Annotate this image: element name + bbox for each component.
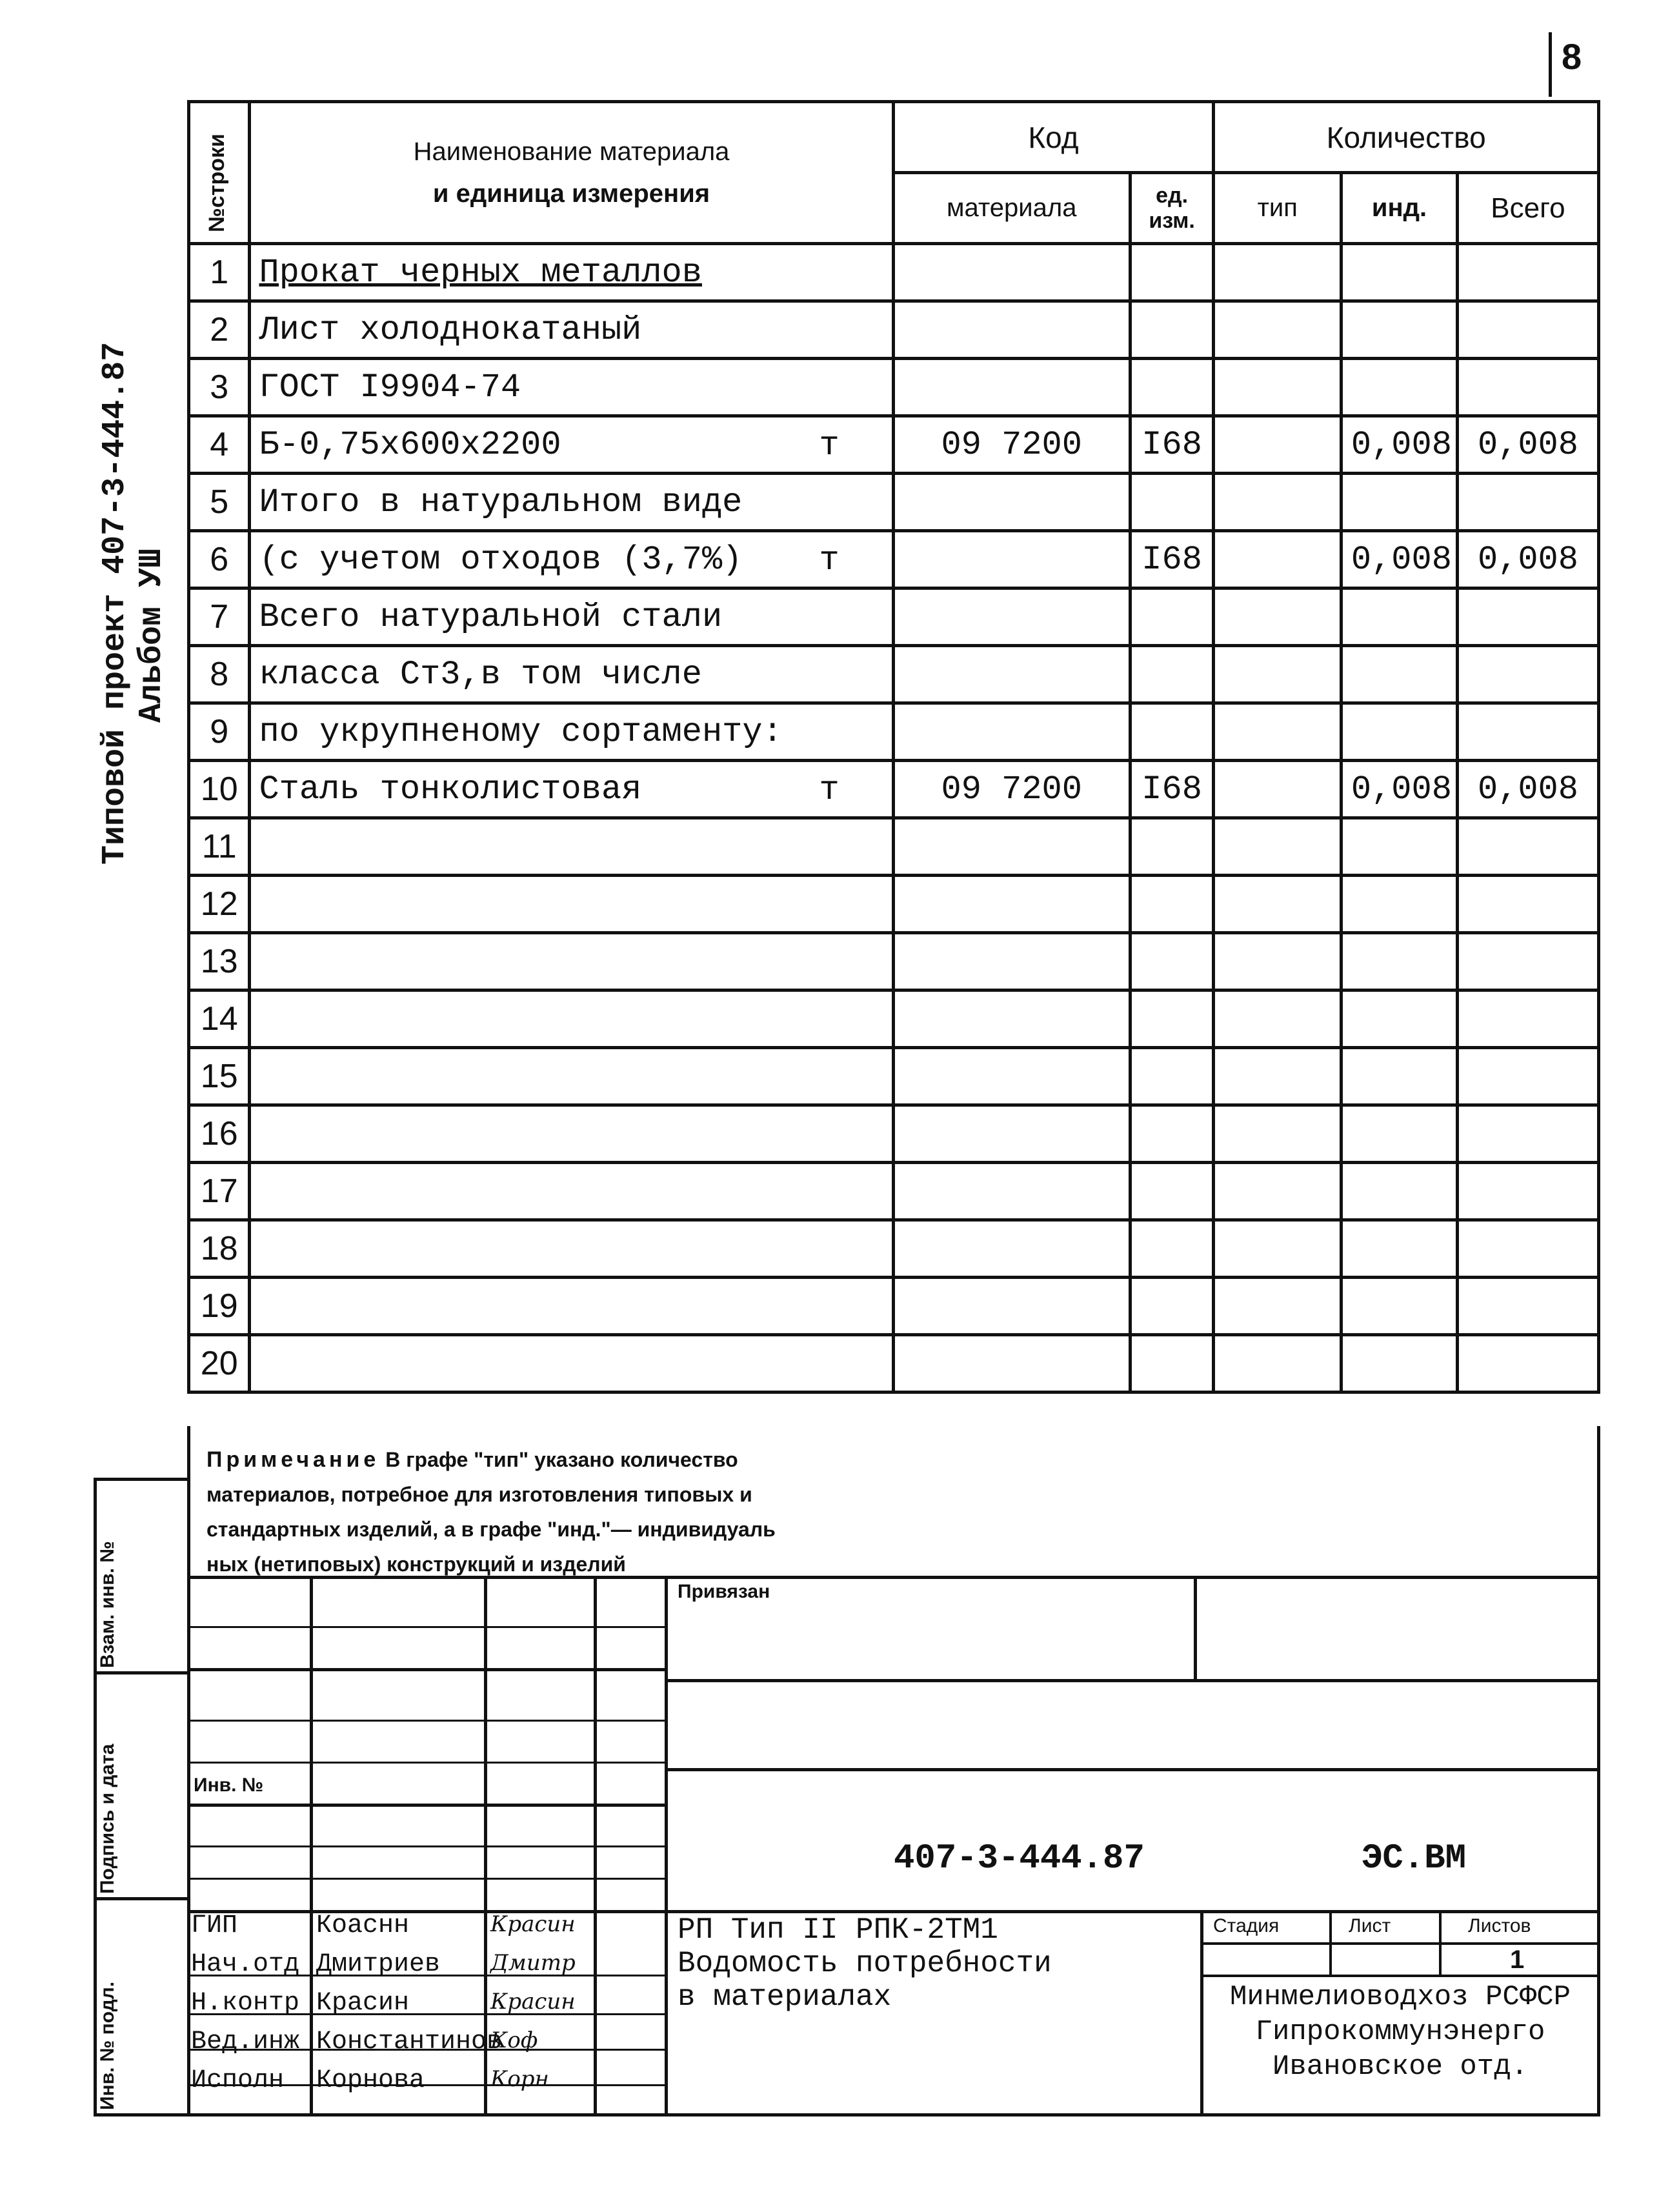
row-number: 1 <box>189 244 250 301</box>
material-code <box>893 1220 1130 1278</box>
qty-ind <box>1342 646 1458 703</box>
qty-total <box>1457 244 1598 301</box>
qty-ind: 0,008 <box>1342 761 1458 818</box>
qty-total: 0,008 <box>1457 416 1598 474</box>
qty-typ <box>1214 1278 1342 1335</box>
qty-typ <box>1214 818 1342 876</box>
qty-total <box>1457 818 1598 876</box>
material-code <box>893 818 1130 876</box>
signer-name: Константинов <box>316 2027 503 2056</box>
side-label-vzam: Взам. инв. № <box>97 1541 118 1668</box>
header-total: Всего <box>1457 173 1598 244</box>
signer-signature: Дмитр <box>490 1950 576 1976</box>
qty-total <box>1457 359 1598 416</box>
row-number: 15 <box>189 1048 250 1105</box>
qty-ind <box>1342 933 1458 990</box>
unit-mark: т <box>819 427 840 465</box>
sheets-label: Листов <box>1468 1915 1531 1936</box>
material-name <box>250 1220 893 1278</box>
unit-code <box>1130 474 1213 531</box>
material-code <box>893 1278 1130 1335</box>
material-code <box>893 1163 1130 1220</box>
table-row <box>189 1105 1599 1163</box>
unit-code: I68 <box>1130 531 1213 588</box>
unit-code <box>1130 1105 1213 1163</box>
qty-total <box>1457 1163 1598 1220</box>
page-number-divider <box>1549 32 1552 97</box>
material-name <box>250 703 893 761</box>
qty-ind <box>1342 990 1458 1048</box>
stage-label: Стадия <box>1213 1915 1280 1936</box>
unit-code: I68 <box>1130 416 1213 474</box>
unit-code <box>1130 646 1213 703</box>
privyazan-label: Привязан <box>678 1581 770 1602</box>
organization <box>1207 1980 1594 2084</box>
material-code <box>893 244 1130 301</box>
row-number: 11 <box>189 818 250 876</box>
qty-ind <box>1342 1048 1458 1105</box>
material-code <box>893 933 1130 990</box>
unit-code <box>1130 933 1213 990</box>
qty-total <box>1457 646 1598 703</box>
qty-total: 0,008 <box>1457 761 1598 818</box>
row-number: 20 <box>189 1335 250 1393</box>
row-number: 2 <box>189 301 250 359</box>
note-title: Примечание <box>206 1447 380 1472</box>
material-code <box>893 1335 1130 1393</box>
signer-role: ГИП <box>191 1911 238 1940</box>
qty-total <box>1457 933 1598 990</box>
material-name-text: ГОСТ I9904-74 <box>259 368 521 407</box>
qty-total <box>1457 1048 1598 1105</box>
inv-no-label: Инв. № <box>194 1775 264 1796</box>
header-material: материала <box>893 173 1130 244</box>
header-unit: ед. изм. <box>1130 173 1213 244</box>
org-line1: Минмелиоводхоз РСФСР <box>1229 1981 1571 2013</box>
material-name <box>250 359 893 416</box>
qty-ind <box>1342 1278 1458 1335</box>
qty-typ <box>1214 876 1342 933</box>
qty-typ <box>1214 1220 1342 1278</box>
row-number: 7 <box>189 588 250 646</box>
qty-total <box>1457 301 1598 359</box>
unit-code <box>1130 1278 1213 1335</box>
table-row <box>189 1335 1599 1393</box>
row-number: 4 <box>189 416 250 474</box>
qty-total: 0,008 <box>1457 531 1598 588</box>
material-name <box>250 1163 893 1220</box>
signer-signature: Коф <box>490 2027 538 2053</box>
material-name <box>250 416 893 474</box>
qty-total <box>1457 474 1598 531</box>
qty-ind <box>1342 359 1458 416</box>
qty-typ <box>1214 588 1342 646</box>
qty-ind: 0,008 <box>1342 416 1458 474</box>
header-name-line2: и единица измерения <box>432 179 710 208</box>
side-title-line2: Альбом УШ <box>134 548 170 723</box>
qty-typ <box>1214 703 1342 761</box>
header-name <box>250 102 893 244</box>
material-name <box>250 876 893 933</box>
qty-total <box>1457 1105 1598 1163</box>
qty-typ <box>1214 531 1342 588</box>
header-row-no-label: №строки <box>205 134 229 232</box>
material-code <box>893 990 1130 1048</box>
material-name <box>250 1335 893 1393</box>
row-number: 5 <box>189 474 250 531</box>
row-number: 10 <box>189 761 250 818</box>
material-name <box>250 1278 893 1335</box>
qty-typ <box>1214 244 1342 301</box>
qty-total <box>1457 588 1598 646</box>
signer-role: Исполн <box>191 2066 285 2095</box>
qty-typ <box>1214 474 1342 531</box>
header-name-line1: Наименование материала <box>413 137 730 166</box>
material-name <box>250 588 893 646</box>
signer-signature: Красин <box>490 1989 576 2015</box>
org-line2: Гипрокоммунэнерго <box>1255 2016 1545 2048</box>
material-code <box>893 301 1130 359</box>
row-number: 17 <box>189 1163 250 1220</box>
qty-ind <box>1342 301 1458 359</box>
side-project-title <box>97 342 170 865</box>
material-name <box>250 1048 893 1105</box>
note-line4: ных (нетиповых) конструкций и изделий <box>206 1553 626 1576</box>
org-line3: Ивановское отд. <box>1272 2051 1529 2083</box>
signer-role: Нач.отд <box>191 1950 300 1979</box>
material-name <box>250 761 893 818</box>
material-name <box>250 531 893 588</box>
material-name <box>250 818 893 876</box>
table-row <box>189 761 1599 818</box>
table-row <box>189 588 1599 646</box>
table-row <box>189 703 1599 761</box>
signer-signature: Корн <box>490 2066 549 2092</box>
material-name-text: (с учетом отходов (3,7%) <box>259 540 743 579</box>
qty-typ <box>1214 1335 1342 1393</box>
material-name-text: по укрупненому сортаменту: <box>259 712 783 751</box>
note-line3: стандартных изделий, а в графе "инд."— индивидуаль <box>206 1518 776 1541</box>
material-name-text: Б-0,75х600х2200 <box>259 425 561 464</box>
table-row <box>189 1278 1599 1335</box>
table-row <box>189 1048 1599 1105</box>
qty-ind <box>1342 1220 1458 1278</box>
material-name-text: Лист холоднокатаный <box>259 310 642 349</box>
unit-code <box>1130 1220 1213 1278</box>
signer-signature: Красин <box>490 1911 576 1937</box>
sheets-value: 1 <box>1510 1946 1525 1974</box>
material-name <box>250 474 893 531</box>
side-label-inv-podl: Инв. № подл. <box>97 1981 118 2110</box>
row-number: 16 <box>189 1105 250 1163</box>
header-typ: тип <box>1214 173 1342 244</box>
material-name <box>250 244 893 301</box>
row-number: 18 <box>189 1220 250 1278</box>
qty-typ <box>1214 416 1342 474</box>
signer-name: Коаснн <box>316 1911 410 1940</box>
unit-mark: т <box>819 541 840 579</box>
material-code <box>893 703 1130 761</box>
qty-ind <box>1342 588 1458 646</box>
unit-code <box>1130 1163 1213 1220</box>
page-number: 8 <box>1562 36 1582 77</box>
signer-role: Н.контр <box>191 1989 300 2018</box>
header-quantity: Количество <box>1214 102 1599 173</box>
row-number: 13 <box>189 933 250 990</box>
material-code: 09 7200 <box>893 761 1130 818</box>
qty-typ <box>1214 646 1342 703</box>
table-row <box>189 244 1599 301</box>
qty-typ <box>1214 990 1342 1048</box>
qty-typ <box>1214 1163 1342 1220</box>
material-code <box>893 359 1130 416</box>
doc-code: 407-3-444.87 <box>894 1839 1145 1878</box>
qty-ind <box>1342 244 1458 301</box>
unit-code <box>1130 876 1213 933</box>
note <box>206 1442 1045 1582</box>
qty-ind <box>1342 1163 1458 1220</box>
material-name-text: Сталь тонколистовая <box>259 770 642 809</box>
qty-ind <box>1342 703 1458 761</box>
unit-code <box>1130 359 1213 416</box>
table-row <box>189 933 1599 990</box>
row-number: 9 <box>189 703 250 761</box>
qty-total <box>1457 1335 1598 1393</box>
material-name <box>250 301 893 359</box>
qty-typ <box>1214 1048 1342 1105</box>
header-code: Код <box>893 102 1214 173</box>
qty-total <box>1457 1220 1598 1278</box>
unit-code <box>1130 703 1213 761</box>
material-name-text: Итого в натуральном виде <box>259 483 743 521</box>
table-row <box>189 1163 1599 1220</box>
qty-typ <box>1214 933 1342 990</box>
unit-code <box>1130 588 1213 646</box>
note-line2: материалов, потребное для изготовления типовых и <box>206 1483 752 1506</box>
qty-total <box>1457 1278 1598 1335</box>
row-number: 6 <box>189 531 250 588</box>
material-name-text: Прокат черных металлов <box>259 253 702 292</box>
table-row <box>189 301 1599 359</box>
header-row-no <box>189 102 250 244</box>
material-name-text: класса Ст3,в том числе <box>259 655 702 694</box>
unit-code <box>1130 244 1213 301</box>
qty-ind <box>1342 876 1458 933</box>
doc-title-line3: в материалах <box>678 1980 892 2014</box>
material-name <box>250 646 893 703</box>
qty-typ <box>1214 301 1342 359</box>
side-label-frame <box>94 1478 187 2116</box>
unit-code <box>1130 990 1213 1048</box>
row-number: 19 <box>189 1278 250 1335</box>
table-row <box>189 646 1599 703</box>
qty-ind <box>1342 1335 1458 1393</box>
signer-role: Вед.инж <box>191 2027 300 2056</box>
table-row <box>189 1220 1599 1278</box>
unit-mark: т <box>819 771 840 809</box>
side-title-line1: Типовой проект 407-3-444.87 <box>97 341 134 865</box>
unit-code <box>1130 301 1213 359</box>
qty-ind <box>1342 1105 1458 1163</box>
qty-total <box>1457 703 1598 761</box>
side-label-podpis: Подпись и дата <box>97 1744 118 1894</box>
qty-ind <box>1342 818 1458 876</box>
material-name <box>250 933 893 990</box>
material-name <box>250 990 893 1048</box>
material-code <box>893 646 1130 703</box>
qty-total <box>1457 876 1598 933</box>
qty-typ <box>1214 1105 1342 1163</box>
table-row <box>189 876 1599 933</box>
table-row <box>189 990 1599 1048</box>
materials-table <box>187 100 1600 1394</box>
table-row <box>189 474 1599 531</box>
doc-title-line2: Водомость потребности <box>678 1947 1052 1980</box>
qty-typ <box>1214 761 1342 818</box>
qty-ind <box>1342 474 1458 531</box>
unit-code <box>1130 1335 1213 1393</box>
material-code <box>893 1048 1130 1105</box>
sheet-label: Лист <box>1349 1915 1391 1936</box>
row-number: 3 <box>189 359 250 416</box>
note-line1: В графе "тип" указано количество <box>385 1448 738 1471</box>
signer-name: Красин <box>316 1989 410 2018</box>
material-name <box>250 1105 893 1163</box>
unit-code <box>1130 1048 1213 1105</box>
material-code <box>893 531 1130 588</box>
table-row <box>189 416 1599 474</box>
unit-code: I68 <box>1130 761 1213 818</box>
signer-name: Дмитриев <box>316 1950 441 1979</box>
row-number: 8 <box>189 646 250 703</box>
material-code <box>893 876 1130 933</box>
material-code <box>893 474 1130 531</box>
header-ind: инд. <box>1342 173 1458 244</box>
material-code <box>893 588 1130 646</box>
material-code: 09 7200 <box>893 416 1130 474</box>
signer-name: Корнова <box>316 2066 425 2095</box>
table-row <box>189 531 1599 588</box>
row-number: 12 <box>189 876 250 933</box>
material-name-text: Всего натуральной стали <box>259 598 723 636</box>
doc-mark: ЭС.ВМ <box>1362 1839 1467 1878</box>
qty-total <box>1457 990 1598 1048</box>
table-row <box>189 818 1599 876</box>
qty-ind: 0,008 <box>1342 531 1458 588</box>
material-code <box>893 1105 1130 1163</box>
doc-title <box>678 1913 1052 2014</box>
doc-title-line1: РП Тип II РПК-2ТМ1 <box>678 1913 998 1947</box>
table-row <box>189 359 1599 416</box>
row-number: 14 <box>189 990 250 1048</box>
qty-typ <box>1214 359 1342 416</box>
unit-code <box>1130 818 1213 876</box>
